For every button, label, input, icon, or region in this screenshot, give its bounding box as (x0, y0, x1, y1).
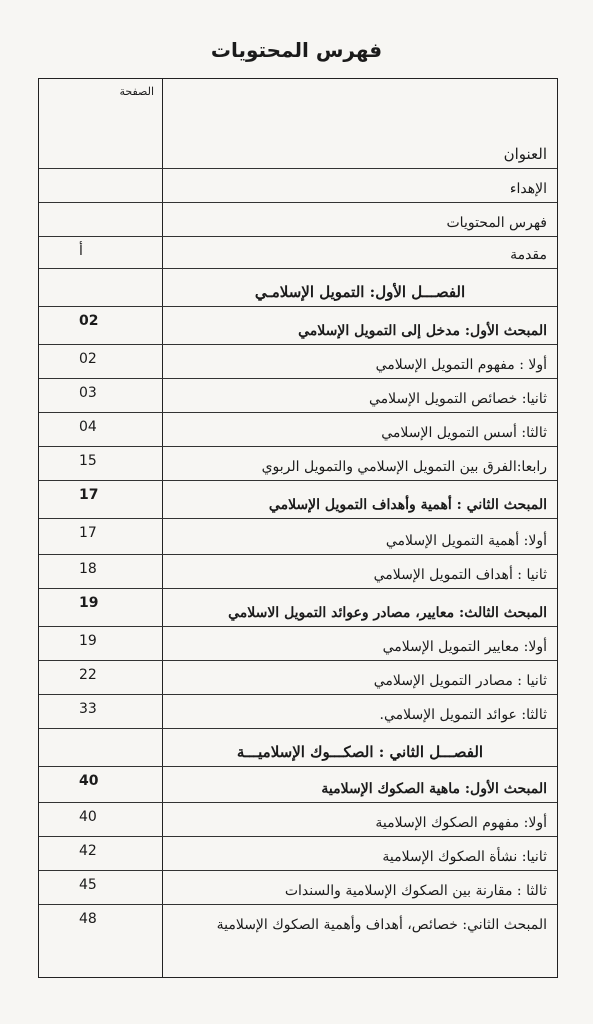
toc-entry-title: أولا: مفهوم الصكوك الإسلامية (162, 803, 557, 836)
toc-row (39, 379, 557, 413)
toc-entry-title: مقدمة (162, 237, 557, 268)
toc-entry-title: الفصـــل الأول: التمويل الإسلامـي (162, 269, 557, 306)
toc-entry-title: ثالثا : مقارنة بين الصكوك الإسلامية والسندات (162, 871, 557, 904)
toc-entry-page: 40 (79, 809, 97, 825)
toc-entry-page: 42 (79, 843, 97, 859)
toc-entry-title: ثالثا: أسس التمويل الإسلامي (162, 413, 557, 446)
toc-entry-page: 02 (79, 313, 99, 329)
toc-entry-page: 22 (79, 667, 97, 683)
toc-row (39, 661, 557, 695)
toc-row (39, 555, 557, 589)
toc-table (38, 78, 558, 978)
toc-entry-title: أولا: أهمية التمويل الإسلامي (162, 519, 557, 554)
toc-row (39, 803, 557, 837)
toc-row (39, 481, 557, 519)
toc-entry-page: 45 (79, 877, 97, 893)
toc-entry-title: ثانيا: خصائص التمويل الإسلامي (162, 379, 557, 412)
toc-entry-title: المبحث الأول: مدخل إلى التمويل الإسلامي (162, 307, 557, 344)
toc-row (39, 447, 557, 481)
toc-row (39, 237, 557, 269)
toc-row (39, 413, 557, 447)
toc-row (39, 837, 557, 871)
toc-row (39, 589, 557, 627)
toc-entry-page: 19 (79, 595, 99, 611)
toc-entry-page: 40 (79, 773, 99, 789)
toc-entry-page: 02 (79, 351, 97, 367)
toc-row (39, 169, 557, 203)
title-column-header: العنوان (162, 79, 557, 168)
toc-entry-page: 04 (79, 419, 97, 435)
toc-entry-page: أ (79, 243, 83, 259)
toc-entry-page (39, 169, 162, 202)
toc-row (39, 695, 557, 729)
toc-entry-title: المبحث الثاني : أهمية وأهداف التمويل الإسلامي (162, 481, 557, 518)
toc-entry-title: المبحث الأول: ماهية الصكوك الإسلامية (162, 767, 557, 802)
page-column-header: الصفحة (119, 85, 154, 98)
toc-entry-title: الإهداء (162, 169, 557, 202)
toc-entry-page (39, 203, 162, 236)
toc-entry-title: المبحث الثالث: معايير، مصادر وعوائد التمويل الاسلامي (162, 589, 557, 626)
toc-entry-page: 03 (79, 385, 97, 401)
toc-entry-title: ثانيا : أهداف التمويل الإسلامي (162, 555, 557, 588)
toc-row (39, 345, 557, 379)
toc-rows (39, 169, 557, 977)
toc-chapter-row (39, 729, 557, 767)
toc-entry-page: 19 (79, 633, 97, 649)
toc-row (39, 767, 557, 803)
toc-entry-title: ثانيا: نشأة الصكوك الإسلامية (162, 837, 557, 870)
toc-header-row (39, 79, 557, 169)
page-title: فهرس المحتويات (210, 38, 383, 62)
toc-entry-title: أولا : مفهوم التمويل الإسلامي (162, 345, 557, 378)
toc-row (39, 905, 557, 977)
toc-entry-page: 17 (79, 487, 99, 503)
toc-row (39, 627, 557, 661)
toc-entry-page: 17 (79, 525, 97, 541)
toc-row (39, 307, 557, 345)
toc-entry-page (39, 729, 162, 766)
toc-entry-title: الفصـــل الثاني : الصكـــوك الإسلاميـــة (162, 729, 557, 766)
toc-entry-title: المبحث الثاني: خصائص، أهداف وأهمية الصكوك الإسلامية (162, 905, 557, 977)
toc-entry-page: 48 (79, 911, 97, 927)
toc-entry-page (39, 269, 162, 306)
toc-entry-page: 15 (79, 453, 97, 469)
toc-entry-title: ثالثا: عوائد التمويل الإسلامي. (162, 695, 557, 728)
toc-row (39, 519, 557, 555)
toc-row (39, 871, 557, 905)
toc-entry-title: فهرس المحتويات (162, 203, 557, 236)
toc-entry-title: أولا: معايير التمويل الإسلامي (162, 627, 557, 660)
toc-chapter-row (39, 269, 557, 307)
toc-entry-title: رابعا:الفرق بين التمويل الإسلامي والتمويل الربوي (162, 447, 557, 480)
toc-entry-page: 33 (79, 701, 97, 717)
toc-entry-page: 18 (79, 561, 97, 577)
toc-entry-title: ثانيا : مصادر التمويل الإسلامي (162, 661, 557, 694)
toc-row (39, 203, 557, 237)
